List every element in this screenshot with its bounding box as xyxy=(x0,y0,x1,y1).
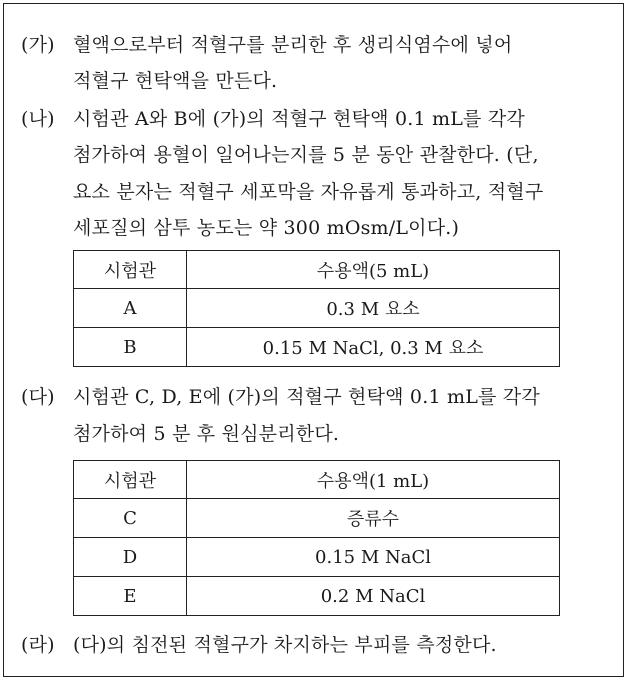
table-header-row xyxy=(74,251,560,289)
table-row xyxy=(74,577,560,616)
test-tube-table-2 xyxy=(73,460,560,616)
step-b-line-2: 첨가하여 용혈이 일어나는지를 5 분 동안 관찰한다. (단, xyxy=(73,144,539,166)
table-header-tube: 시험관 xyxy=(74,251,187,289)
step-b-line-4: 세포질의 삼투 농도는 약 300 mOsm/L이다.) xyxy=(73,217,460,239)
table-cell-tube: B xyxy=(74,328,187,367)
step-c-line-1: 시험관 C, D, E에 (가)의 적혈구 현탁액 0.1 mL를 각각 xyxy=(73,386,540,408)
table-cell-solution: 0.2 M NaCl xyxy=(187,577,560,616)
table-header-row xyxy=(74,461,560,499)
step-c-line-2: 첨가하여 5 분 후 원심분리한다. xyxy=(73,423,340,445)
table-cell-solution: 0.15 M NaCl xyxy=(187,538,560,577)
step-c-label: (다) xyxy=(21,386,55,408)
step-b-label: (나) xyxy=(21,108,55,130)
test-tube-table-1 xyxy=(73,250,560,367)
table-header-solution: 수용액(1 mL) xyxy=(187,461,560,499)
table-header-solution: 수용액(5 mL) xyxy=(187,251,560,289)
step-d-label: (라) xyxy=(21,634,55,656)
step-b-line-3: 요소 분자는 적혈구 세포막을 자유롭게 통과하고, 적혈구 xyxy=(73,181,544,203)
table-cell-solution: 증류수 xyxy=(187,499,560,538)
table-cell-solution: 0.3 M 요소 xyxy=(187,289,560,328)
table-row xyxy=(74,538,560,577)
table-cell-solution: 0.15 M NaCl, 0.3 M 요소 xyxy=(187,328,560,367)
step-b-line-1: 시험관 A와 B에 (가)의 적혈구 현탁액 0.1 mL를 각각 xyxy=(73,108,525,130)
step-a-line-1: 혈액으로부터 적혈구를 분리한 후 생리식염수에 넣어 xyxy=(73,34,513,56)
table-header-tube: 시험관 xyxy=(74,461,187,499)
table-row xyxy=(74,499,560,538)
table-cell-tube: A xyxy=(74,289,187,328)
step-a-line-2: 적혈구 현탁액을 만든다. xyxy=(73,70,278,92)
table-row xyxy=(74,289,560,328)
step-a-label: (가) xyxy=(21,34,55,56)
table-cell-tube: D xyxy=(74,538,187,577)
table-cell-tube: E xyxy=(74,577,187,616)
table-cell-tube: C xyxy=(74,499,187,538)
step-d-line-1: (다)의 침전된 적혈구가 차지하는 부피를 측정한다. xyxy=(73,634,497,656)
table-row xyxy=(74,328,560,367)
